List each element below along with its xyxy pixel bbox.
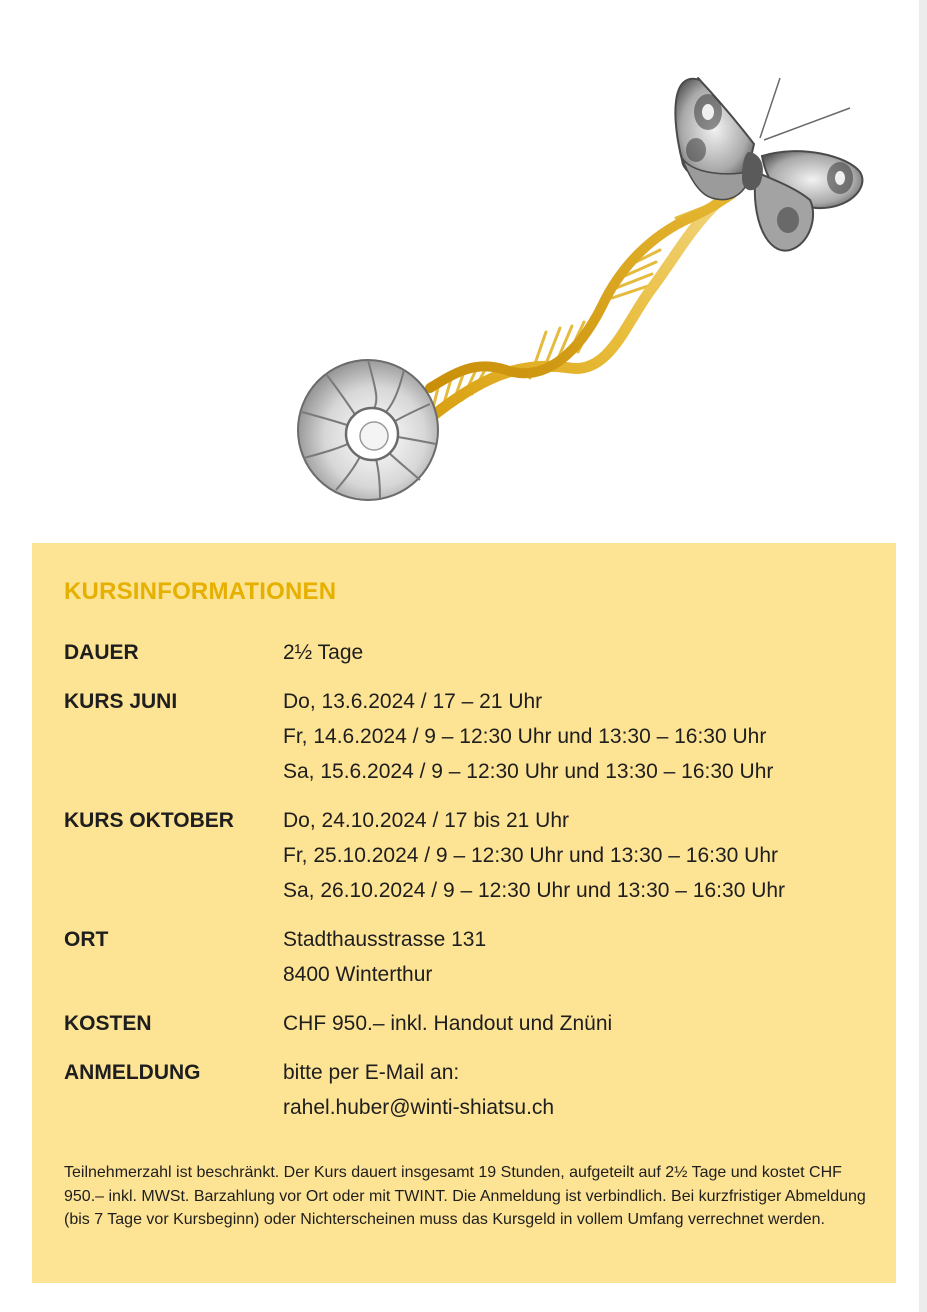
- section-heading: KURSINFORMATIONEN: [64, 578, 337, 605]
- info-row-dauer: [64, 635, 864, 670]
- info-row-kosten: [64, 1006, 864, 1041]
- info-value: Fr, 25.10.2024 / 9 – 12:30 Uhr und 13:30 – 16:30 Uhr: [283, 844, 779, 867]
- info-value: 8400 Winterthur: [283, 963, 433, 986]
- info-label: DAUER: [64, 641, 139, 664]
- info-row-kurs-juni: [64, 684, 864, 789]
- info-label: KURS JUNI: [64, 690, 178, 713]
- info-value: CHF 950.– inkl. Handout und Znüni: [283, 1012, 613, 1035]
- info-value: Do, 24.10.2024 / 17 bis 21 Uhr: [283, 809, 570, 832]
- illustration: [280, 60, 880, 510]
- info-label: KOSTEN: [64, 1012, 152, 1035]
- info-label: ORT: [64, 928, 109, 951]
- page-edge-strip: [919, 0, 927, 1312]
- info-value: Stadthausstrasse 131: [283, 928, 487, 951]
- info-row-anmeldung: [64, 1055, 864, 1125]
- info-value: 2½ Tage: [283, 641, 364, 664]
- info-row-ort: [64, 922, 864, 992]
- info-value: Do, 13.6.2024 / 17 – 21 Uhr: [283, 690, 543, 713]
- course-info-box: [32, 543, 896, 1283]
- ammonite-shell-icon: [298, 360, 438, 500]
- info-value: Sa, 26.10.2024 / 9 – 12:30 Uhr und 13:30 – 16:30 Uhr: [283, 879, 786, 902]
- footnote-text: Teilnehmerzahl ist beschränkt. Der Kurs dauert insgesamt 19 Stunden, aufgeteilt auf 2½ Tage und kostet CHF 950.– inkl. MWSt. Barzahlung vor Ort oder mit TWINT. Die Anmeldung ist verbindlich. Bei kurzfristiger Abmeldung (bis 7 Tage vor Kursbeginn) oder Nichterscheinen muss das Kursgeld in vollem Umfang verrechnet werden.: [64, 1164, 866, 1228]
- info-value: bitte per E-Mail an:: [283, 1061, 460, 1084]
- info-label: ANMELDUNG: [64, 1061, 201, 1084]
- email-address: rahel.huber@winti-shiatsu.ch: [283, 1096, 555, 1119]
- info-value: Fr, 14.6.2024 / 9 – 12:30 Uhr und 13:30 – 16:30 Uhr: [283, 725, 767, 748]
- dna-helix-icon: [430, 194, 732, 418]
- info-row-kurs-oktober: [64, 803, 864, 908]
- info-label: KURS OKTOBER: [64, 809, 234, 832]
- info-value: Sa, 15.6.2024 / 9 – 12:30 Uhr und 13:30 – 16:30 Uhr: [283, 760, 774, 783]
